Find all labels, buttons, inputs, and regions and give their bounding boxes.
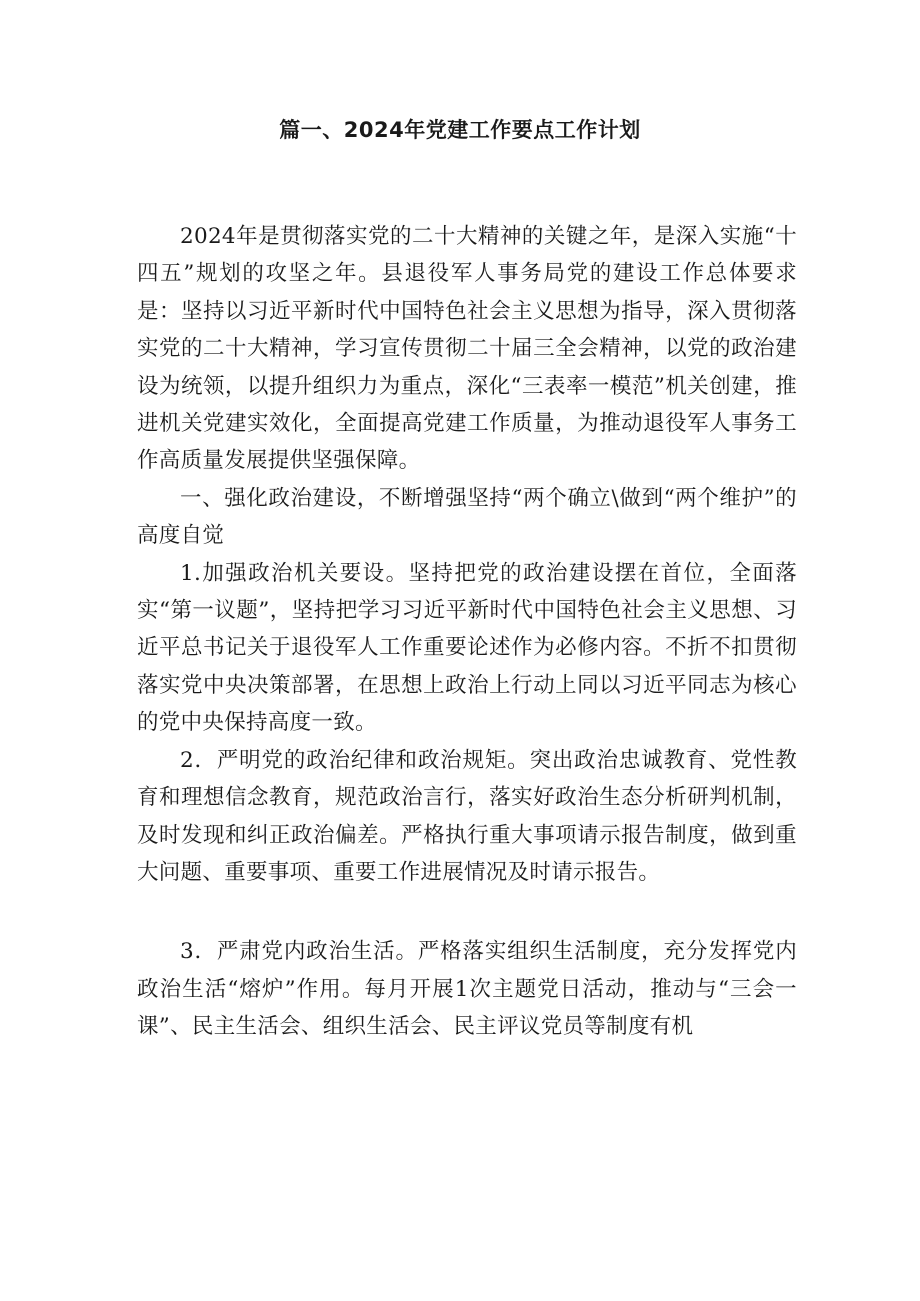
paragraph-item-2: 2．严明党的政治纪律和政治规矩。突出政治忠诚教育、党性教育和理想信念教育，规范政治言行，落实好政治生态分析研判机制，及时发现和纠正政治偏差。严格执行重大事项请示报告制度，做到重大问题、重要事项、重要工作进展情况及时请示报告。 (137, 747, 797, 885)
paragraph-item-1: 1.加强政治机关要设。坚持把党的政治建设摆在首位，全面落实“第一议题”，坚持把学习习近平新时代中国特色社会主义思想、习近平总书记关于退役军人工作重要论述作为必修内容。不折不扣贯彻落实党中央决策部署，在思想上政治上行动上同以习近平同志为核心的党中央保持高度一致。 (137, 560, 797, 736)
paragraph-item-3: 3．严肃党内政治生活。严格落实组织生活制度，充分发挥党内政治生活“熔炉”作用。每月开展1次主题党日活动，推动与“三会一课”、民主生活会、组织生活会、民主评议党员等制度有机 (137, 939, 797, 1040)
document-title: 篇一、2024年党建工作要点工作计划 (279, 118, 641, 142)
document-body (137, 218, 797, 1046)
paragraph-intro: 2024年是贯彻落实党的二十大精神的关键之年，是深入实施“十四五”规划的攻坚之年。县退役军人事务局党的建设工作总体要求是：坚持以习近平新时代中国特色社会主义思想为指导，深入贯彻落实党的二十大精神，学习宣传贯彻二十届三全会精神，以党的政治建设为统领，以提升组织力为重点，深化“三表率一模范”机关创建，推进机关党建实效化，全面提高党建工作质量，为推动退役军人事务工作高质量发展提供坚强保障。 (137, 224, 797, 474)
section-heading-1: 一、强化政治建设，不断增强坚持“两个确立\做到“两个维护”的高度自觉 (137, 485, 797, 549)
paragraph-spacer (137, 891, 797, 933)
